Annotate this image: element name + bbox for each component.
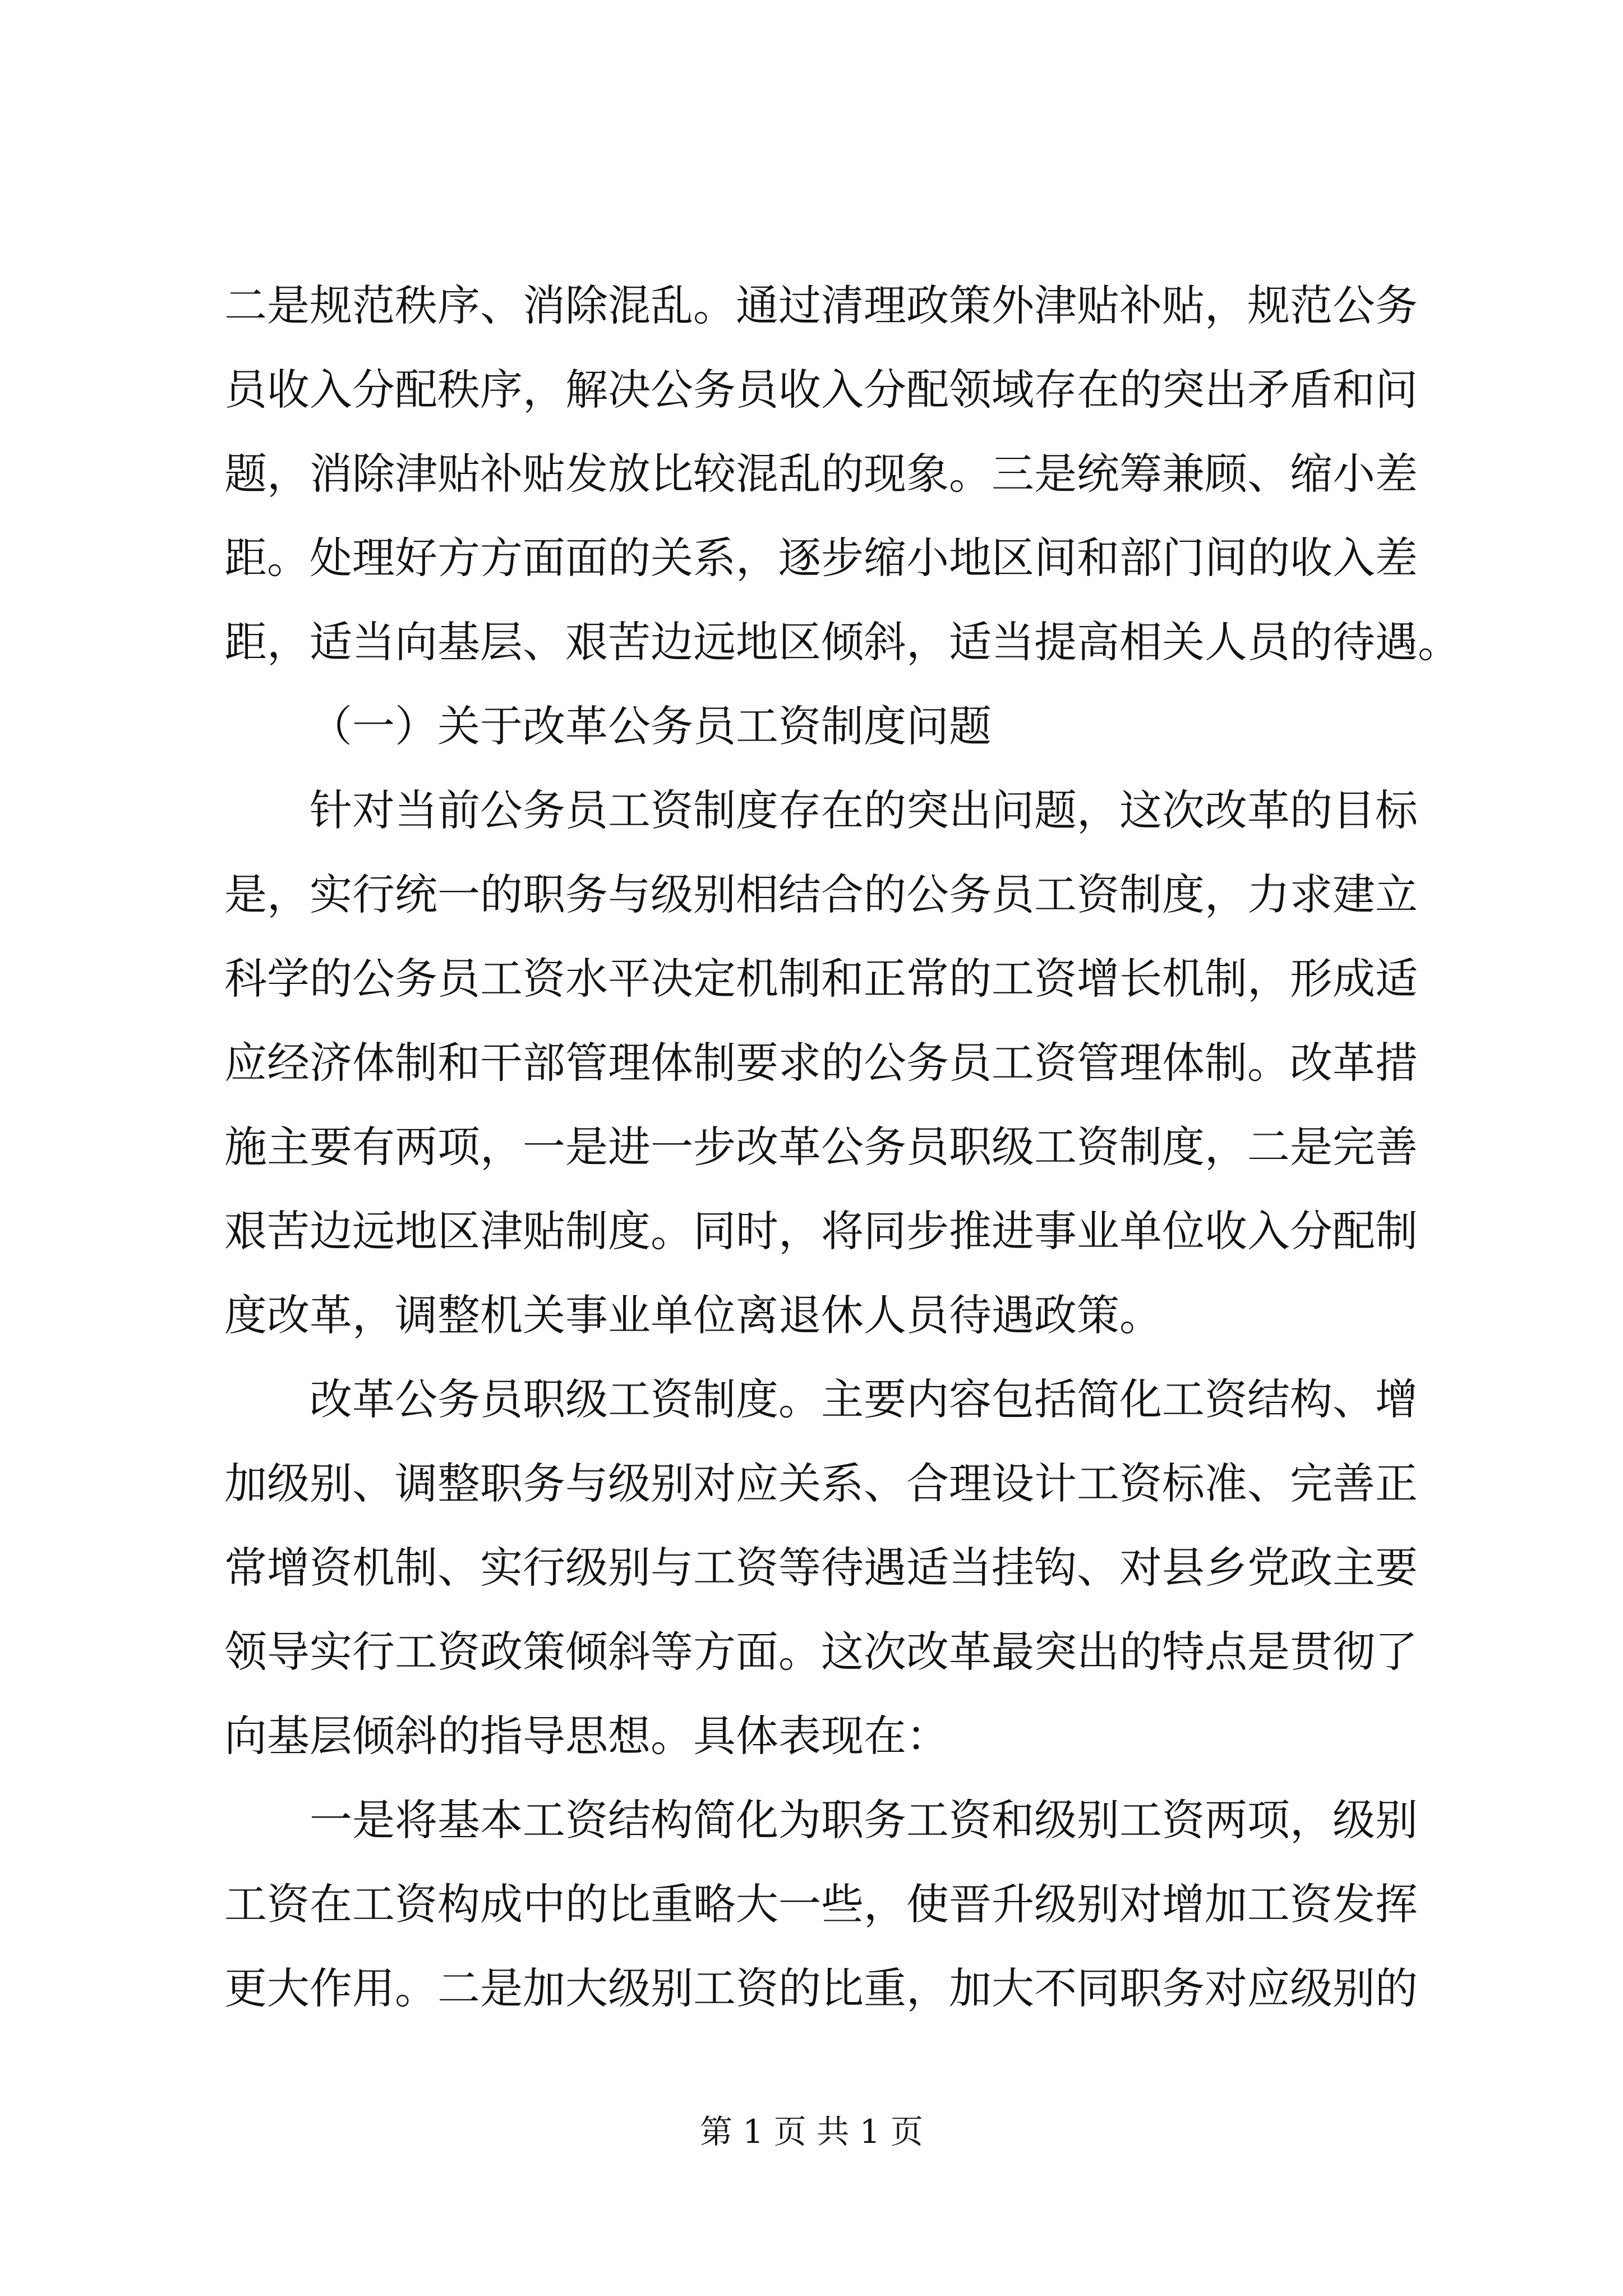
section-heading: （一）关于改革公务员工资制度问题	[310, 701, 992, 751]
text-line: 常增资机制、实行级别与工资等待遇适当挂钩、对县乡党政主要	[224, 1543, 1418, 1593]
text-line: 更大作用。二是加大级别工资的比重，加大不同职务对应级别的	[224, 1963, 1418, 2013]
text-line: 一是将基本工资结构简化为职务工资和级别工资两项，级别	[310, 1795, 1418, 1845]
text-line: 二是规范秩序、消除混乱。通过清理政策外津贴补贴，规范公务	[224, 280, 1418, 330]
text-line: 科学的公务员工资水平决定机制和正常的工资增长机制，形成适	[224, 954, 1418, 1004]
text-line: 员收入分配秩序，解决公务员收入分配领域存在的突出矛盾和问	[224, 365, 1418, 415]
text-line: 加级别、调整职务与级别对应关系、合理设计工资标准、完善正	[224, 1458, 1418, 1508]
text-line: 改革公务员职级工资制度。主要内容包括简化工资结构、增	[310, 1374, 1418, 1424]
text-line: 距，适当向基层、艰苦边远地区倾斜，适当提高相关人员的待遇。	[224, 617, 1460, 667]
text-line: 是，实行统一的职务与级别相结合的公务员工资制度，力求建立	[224, 869, 1418, 919]
text-line: 领导实行工资政策倾斜等方面。这次改革最突出的特点是贯彻了	[224, 1627, 1418, 1677]
text-line: 题，消除津贴补贴发放比较混乱的现象。三是统筹兼顾、缩小差	[224, 449, 1418, 499]
document-body	[224, 264, 1460, 2031]
page-number-footer: 第 1 页 共 1 页	[700, 2113, 923, 2151]
text-line: 应经济体制和干部管理体制要求的公务员工资管理体制。改革措	[224, 1038, 1418, 1088]
text-line: 工资在工资构成中的比重略大一些，使晋升级别对增加工资发挥	[224, 1879, 1418, 1929]
text-line: 艰苦边远地区津贴制度。同时，将同步推进事业单位收入分配制	[224, 1206, 1418, 1256]
text-line: 向基层倾斜的指导思想。具体表现在：	[224, 1711, 949, 1761]
text-line: 针对当前公务员工资制度存在的突出问题，这次改革的目标	[310, 785, 1418, 835]
text-line: 施主要有两项，一是进一步改革公务员职级工资制度，二是完善	[224, 1122, 1418, 1172]
text-line: 距。处理好方方面面的关系，逐步缩小地区间和部门间的收入差	[224, 533, 1418, 583]
text-line: 度改革，调整机关事业单位离退休人员待遇政策。	[224, 1290, 1162, 1340]
